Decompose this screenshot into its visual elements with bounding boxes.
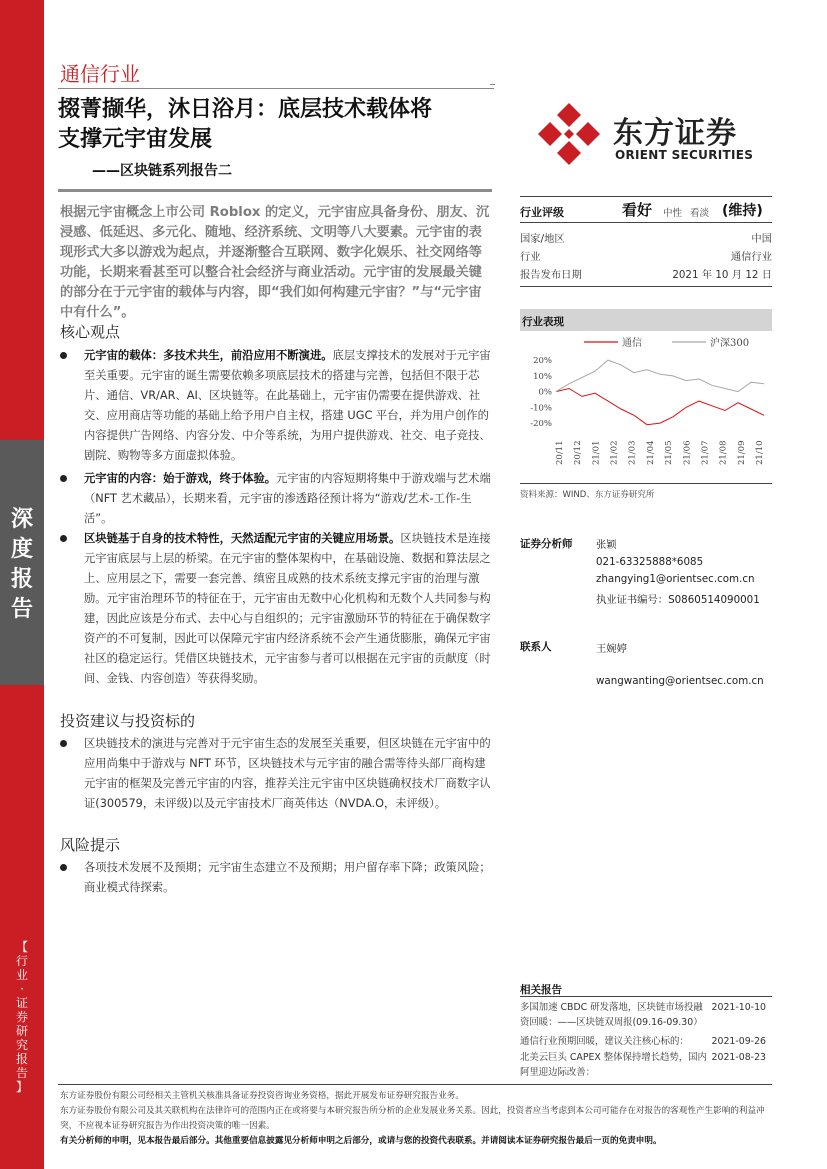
core-bullet-carrier: 元宇宙的载体：多技术共生，前沿应用不断演进。底层支撑技术的发展对于元宇宙至关重要。元宇宙的诞生需要依赖多项底层技术的搭建与完善，包括但不限于芯片、通信、VR/AR、AI、区块链等。在此基础上，元宇宙仍需要在提供游戏、社交、应用商店等功能的基础上给予用户自主权，搭建 UGC 平台，并为用户创作的内容提供广告网络、内容分发、中介等系统，为用户提供游戏、社交、电子竞技、剧院、购物等多方面虚拟体验。 xyxy=(60,346,492,466)
lead-paragraph: 根据元宇宙概念上市公司 Roblox 的定义，元宇宙应具备身份、朋友、沉浸感、低延迟、多元化、随地、经济系统、文明等八大要素。元宇宙的表现形式大多以游戏为起点，并逐渐整合互联网、数字化娱乐、社交网络等功能，长期来看甚至可以整合社会经济与商业活动。元宇宙的发展最关键的部分在于元宇宙的载体与内容，即“我们如何构建元宇宙？”与“元宇宙中有什么”。 xyxy=(60,205,490,320)
invest-bullet: 区块链技术的演进与完善对于元宇宙生态的发展至关重要，但区块链在元宇宙中的应用尚集中于游戏与 NFT 环节，区块链技术与元宇宙的融合需等待头部厂商构建元宇宙的框架及完善元宇宙的内容，推荐关注元宇宙中区块链确权技术厂商数字认证(300579，未评级)以及元宇宙技术厂商英伟达（NVDA.O，未评级）。 xyxy=(60,734,492,814)
performance-chart-svg xyxy=(520,333,772,483)
report-category-tag: 【 行 业 · 证 券 研 究 报 告 】 xyxy=(15,940,28,1094)
analyst-cert: 执业证书编号：S0860514090001 xyxy=(596,594,760,606)
disclaimer-line-1: 东方证券股份有限公司经相关主管机关核准具备证券投资咨询业务资格，据此开展发布证券研究报告业务。 xyxy=(60,1091,464,1101)
y-tick-label: 0% xyxy=(538,387,552,398)
related-report-item[interactable]: 北美云巨头 CAPEX 整体保持增长趋势，国内阿里迎边际改善： 2021-08-23 xyxy=(520,1052,766,1078)
info-bottom-rule xyxy=(520,286,772,287)
x-tick-label: 20/12 xyxy=(573,440,584,465)
core-bullet-content: 元宇宙的内容：始于游戏，终于体验。元宇宙的内容短期将集中于游戏端与艺术端（NFT 艺术藏品），长期来看，元宇宙的渗透路径预计将为“游戏/艺术-工作-生活”。 xyxy=(60,469,492,529)
bullet-dot xyxy=(60,864,67,871)
performance-heading: 行业表现 xyxy=(520,309,772,331)
orient-logo-icon xyxy=(538,103,600,165)
analyst-phone: 021-63325888*6085 xyxy=(596,556,704,568)
x-tick-label: 21/03 xyxy=(627,440,638,465)
section-heading-risk: 风险提示 xyxy=(60,836,121,854)
bullet-dot xyxy=(60,475,67,482)
section-heading-invest: 投资建议与投资标的 xyxy=(60,712,196,730)
disclaimer-line-3: 有关分析师的申明，见本报告最后部分。其他重要信息披露见分析师申明之后部分，或请与您的投资代表联系。并请阅读本证券研究报告最后一页的免责申明。 xyxy=(60,1136,662,1146)
related-report-item[interactable]: 通信行业预期回暖，建议关注核心标的： 2021-09-26 xyxy=(520,1036,766,1047)
related-report-item[interactable]: 多国加速 CBDC 研发落地，区块链市场投融资回暖：——区块链双周报(09.16-09.30） 2021-10-10 xyxy=(520,1002,766,1028)
series-line xyxy=(556,389,764,425)
chart-source: 资料来源：WIND、东方证券研究所 xyxy=(520,490,655,500)
logo-name-en: ORIENT SECURITIES xyxy=(615,148,754,162)
x-tick-label: 21/05 xyxy=(664,440,675,465)
title-divider xyxy=(58,189,492,192)
industry-name: 通信行业 xyxy=(60,62,140,86)
contact-label: 联系人 xyxy=(520,641,552,653)
section-heading-core: 核心观点 xyxy=(60,323,121,341)
info-row-date: 报告发布日期 2021 年 10 月 12 日 xyxy=(520,269,772,281)
y-tick-label: 10% xyxy=(533,371,552,382)
y-tick-label: -10% xyxy=(530,403,552,414)
legend-label: 沪深300 xyxy=(710,338,750,349)
legend-label: 通信 xyxy=(622,338,642,349)
header-divider-tick xyxy=(490,84,495,85)
x-tick-label: 21/08 xyxy=(718,440,729,465)
series-line xyxy=(556,360,764,392)
x-tick-label: 21/06 xyxy=(682,440,693,465)
analyst-name: 张颖 xyxy=(596,539,617,551)
related-top-rule xyxy=(520,996,772,997)
header-divider xyxy=(58,88,494,89)
report-subtitle: ——区块链系列报告二 xyxy=(92,163,232,179)
x-tick-label: 21/04 xyxy=(645,440,656,465)
report-type-label: 深 度 报 告 xyxy=(10,507,33,622)
x-tick-label: 21/02 xyxy=(609,440,620,465)
logo-name-cn: 东方证券 xyxy=(613,116,737,151)
core-bullet-blockchain: 区块链基于自身的技术特性，天然适配元宇宙的关键应用场景。区块链技术是连接元宇宙底层与上层的桥梁。在元宇宙的整体架构中，在基础设施、数据和算法层之上、应用层之下，需要一套完善、缜密且成熟的技术系统支撑元宇宙的治理与激励。元宇宙治理环节的特征在于，元宇宙由无数中心化机构和无数个人共同参与构建，因此应该是分布式、去中心与自组织的；元宇宙激励环节的特征在于确保数字资产的不可复制，因此可以保障元宇宙内经济系统不会产生通货膨胀，确保元宇宙社区的稳定运行。凭借区块链技术，元宇宙参与者可以根据在元宇宙的贡献度（时间、金钱、内容创造）等获得奖励。 xyxy=(60,529,492,689)
info-row-region: 国家/地区 中国 xyxy=(520,233,772,245)
x-tick-label: 21/07 xyxy=(700,440,711,465)
analyst-label: 证券分析师 xyxy=(520,538,573,550)
related-reports-heading: 相关报告 xyxy=(520,984,562,996)
contact-name: 王婉婷 xyxy=(596,643,627,655)
y-tick-label: 20% xyxy=(533,356,552,367)
bullet-dot xyxy=(60,352,67,359)
x-tick-label: 20/11 xyxy=(555,440,565,465)
disclaimer-line-2: 东方证券股份有限公司及其关联机构在法律许可的范围内正在或将要与本研究报告所分析的企业发展业务关系。因此，投资者应当考虑到本公司可能存在对报告的客观性产生影响的利益冲突，不应视本证券研究报告为作出投资决策的唯一因素。 xyxy=(60,1106,765,1131)
bullet-dot xyxy=(60,740,67,747)
contact-email[interactable]: wangwanting@orientsec.com.cn xyxy=(596,675,764,687)
report-title: 掇菁撷华，沐日浴月：底层技术载体将 支撑元宇宙发展 xyxy=(58,97,433,152)
info-row-industry: 行业 通信行业 xyxy=(520,251,772,263)
rating-value: 看好 xyxy=(622,201,653,219)
y-tick-label: -20% xyxy=(530,419,552,430)
x-tick-label: 21/10 xyxy=(755,440,765,465)
x-tick-label: 21/09 xyxy=(736,440,747,465)
industry-rating: 行业评级 看好 中性 看淡 (维持) xyxy=(520,201,763,219)
footer-divider xyxy=(58,1084,772,1085)
performance-chart xyxy=(520,333,772,483)
bullet-dot xyxy=(60,535,67,542)
risk-bullet: 各项技术发展不及预期；元宇宙生态建立不及预期；用户留存率下降；政策风险；商业模式待探索。 xyxy=(60,858,492,898)
x-tick-label: 21/01 xyxy=(591,440,602,465)
analyst-email[interactable]: zhangying1@orientsec.com.cn xyxy=(596,573,755,585)
rating-bottom-rule xyxy=(520,222,772,223)
chart-bottom-rule xyxy=(520,483,772,484)
